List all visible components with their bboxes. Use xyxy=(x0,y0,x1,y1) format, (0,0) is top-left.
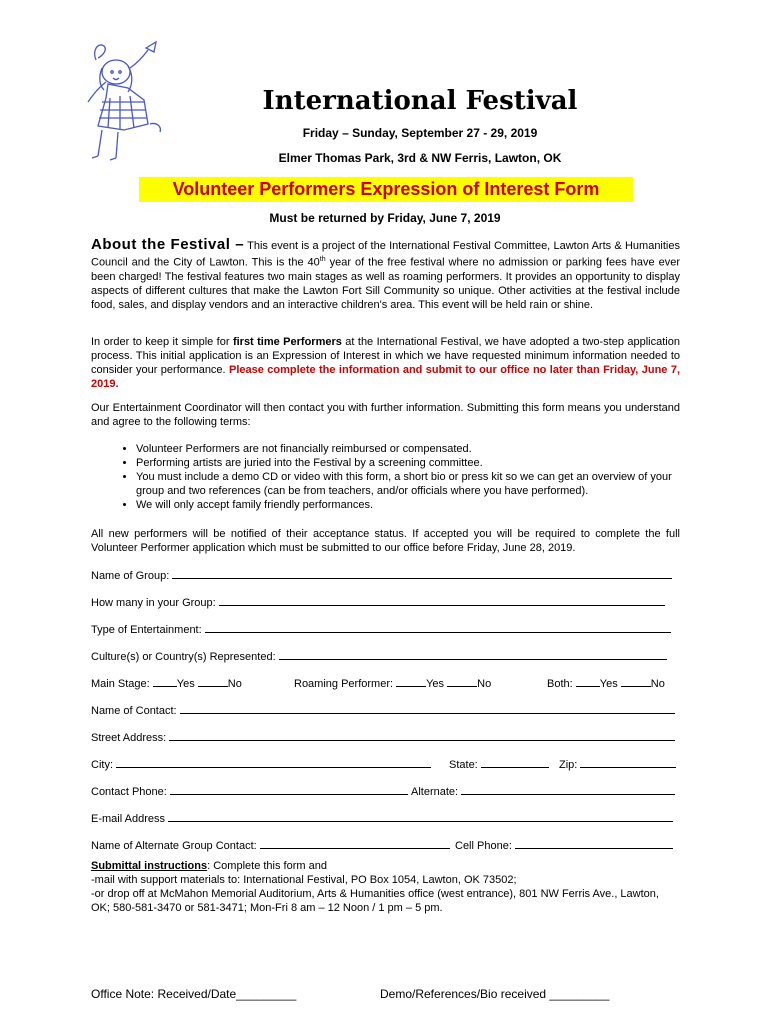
contact-name-input[interactable] xyxy=(180,702,675,714)
entertainment-type-input[interactable] xyxy=(205,621,671,633)
state-field[interactable] xyxy=(449,756,549,772)
street-field[interactable] xyxy=(91,729,680,743)
city-input[interactable] xyxy=(116,756,431,768)
culture-input[interactable] xyxy=(279,648,667,660)
city-field[interactable] xyxy=(91,756,431,772)
yes-label: Yes xyxy=(426,678,445,690)
group-name-field[interactable] xyxy=(91,567,680,581)
yes-label: Yes xyxy=(176,678,195,690)
group-name-input[interactable] xyxy=(172,567,672,579)
state-input[interactable] xyxy=(481,756,549,768)
main-stage-label: Main Stage: xyxy=(91,678,150,690)
alt-contact-field[interactable] xyxy=(91,837,450,853)
office-note-received: Office Note: Received/Date_________ xyxy=(91,987,297,1001)
main-stage-option xyxy=(91,675,242,691)
culture-field[interactable] xyxy=(91,648,680,662)
process-bold: first time Performers xyxy=(232,336,342,348)
contact-phone-input[interactable] xyxy=(170,783,408,795)
process-text-2: at the International Festival, we have adopted a two-step application process. This initial application is an Expression of Interest in which we have requested minimum information needed to consider your performance. xyxy=(91,336,680,376)
submittal-heading: Submittal instructions xyxy=(91,860,208,872)
street-label: Street Address: xyxy=(91,732,167,744)
culture-label: Culture(s) or Country(s) Represented: xyxy=(91,651,276,663)
no-label: No xyxy=(477,678,492,690)
roaming-option xyxy=(294,675,491,691)
alternate-phone-input[interactable] xyxy=(461,783,675,795)
submittal-instructions xyxy=(91,859,680,915)
main-stage-yes-input[interactable] xyxy=(153,675,177,687)
office-note-demo: Demo/References/Bio received _________ xyxy=(380,987,610,1001)
festival-location: Elmer Thomas Park, 3rd & NW Ferris, Lawton, OK xyxy=(278,151,562,165)
contact-name-field[interactable] xyxy=(91,702,680,716)
about-paragraph xyxy=(91,238,680,312)
both-yes-input[interactable] xyxy=(576,675,600,687)
return-deadline: Must be returned by Friday, June 7, 2019 xyxy=(269,211,501,225)
cell-phone-field[interactable] xyxy=(455,837,673,853)
alt-contact-label: Name of Alternate Group Contact: xyxy=(91,840,257,852)
roaming-label: Roaming Performer: xyxy=(294,678,394,690)
both-label: Both: xyxy=(547,678,573,690)
yes-label: Yes xyxy=(599,678,618,690)
submittal-dropoff: -or drop off at McMahon Memorial Auditorium, Arts & Humanities office (west entrance), 801 NW Ferris Ave., Lawton, OK; 580-581-3470 or 581-3471; Mon-Fri 8 am – 12 Noon / 1 pm – 5 pm. xyxy=(91,888,659,914)
about-text-2: year of the free festival where no admission or parking fees have ever been charged! The festival features two main stages as well as roaming performers. It provides an opportunity to display aspects of different cultures that make the Lawton Fort Sill Community so unique. Other activities at the festival include food, sales, and display vendors and an interactive children's area. This event will be held rain or shine. xyxy=(91,256,680,311)
process-text-1: In order to keep it simple for xyxy=(91,336,233,348)
group-size-field[interactable] xyxy=(91,594,680,608)
group-size-input[interactable] xyxy=(219,594,665,606)
contact-phone-field[interactable] xyxy=(91,783,408,799)
zip-input[interactable] xyxy=(580,756,676,768)
city-state-zip-row xyxy=(91,756,680,770)
form-title-banner: Volunteer Performers Expression of Interest Form xyxy=(139,177,633,202)
process-deadline-red: Please complete the information and submit to our office no later than Friday, June 7, 2019. xyxy=(91,364,681,390)
email-label: E-mail Address xyxy=(91,813,165,825)
group-name-label: Name of Group: xyxy=(91,570,170,582)
no-label: No xyxy=(227,678,242,690)
entertainment-type-field[interactable] xyxy=(91,621,680,635)
zip-field[interactable] xyxy=(559,756,676,772)
notification-paragraph: All new performers will be notified of their acceptance status. If accepted you will be required to complete the full Volunteer Performer application which must be submitted to our office before Friday, June 28, 2019. xyxy=(91,528,680,554)
both-no-input[interactable] xyxy=(621,675,651,687)
phone-row xyxy=(91,783,680,797)
no-label: No xyxy=(650,678,665,690)
term-item: • We will only accept family friendly performances. xyxy=(136,498,680,512)
coordinator-paragraph: Our Entertainment Coordinator will then contact you with further information. Submitting this form means you understand and agree to the following terms: xyxy=(91,402,680,428)
about-text-1: This event is a project of the International Festival Committee, Lawton Arts & Humanities Council and the City of Lawton. This is the 40 xyxy=(91,240,680,269)
alternate-phone-label: Alternate: xyxy=(411,786,459,798)
city-label: City: xyxy=(91,759,113,771)
group-size-label: How many in your Group: xyxy=(91,597,216,609)
zip-label: Zip: xyxy=(559,759,578,771)
both-option xyxy=(547,675,665,691)
email-input[interactable] xyxy=(168,810,673,822)
main-stage-no-input[interactable] xyxy=(198,675,228,687)
stage-options-row xyxy=(91,675,680,689)
festival-dates: Friday – Sunday, September 27 - 29, 2019 xyxy=(302,126,538,140)
alternate-phone-field[interactable] xyxy=(411,783,675,799)
street-input[interactable] xyxy=(169,729,675,741)
roaming-no-input[interactable] xyxy=(447,675,477,687)
process-paragraph xyxy=(91,335,680,391)
festival-title: International Festival xyxy=(262,86,578,116)
about-heading: About the Festival – xyxy=(91,236,245,253)
submittal-mail: -mail with support materials to: International Festival, PO Box 1054, Lawton, OK 73502; xyxy=(91,874,517,886)
contact-name-label: Name of Contact: xyxy=(91,705,177,717)
terms-list xyxy=(91,442,680,512)
cell-phone-label: Cell Phone: xyxy=(455,840,512,852)
alt-contact-input[interactable] xyxy=(260,837,450,849)
roaming-yes-input[interactable] xyxy=(396,675,426,687)
contact-phone-label: Contact Phone: xyxy=(91,786,167,798)
term-item: • Volunteer Performers are not financially reimbursed or compensated. xyxy=(136,442,680,456)
email-field[interactable] xyxy=(91,810,680,824)
entertainment-type-label: Type of Entertainment: xyxy=(91,624,202,636)
about-sup: th xyxy=(319,256,326,263)
state-label: State: xyxy=(449,759,478,771)
submittal-heading-line xyxy=(91,859,680,873)
submittal-intro: : Complete this form and xyxy=(207,860,327,872)
cell-phone-input[interactable] xyxy=(515,837,673,849)
term-item: • You must include a demo CD or video with this form, a short bio or press kit so we can get an overview of your group and two references (can be from teachers, and/or officials where you have performed). xyxy=(136,470,680,498)
alt-contact-row xyxy=(91,837,680,851)
term-item: • Performing artists are juried into the Festival by a screening committee. xyxy=(136,456,680,470)
